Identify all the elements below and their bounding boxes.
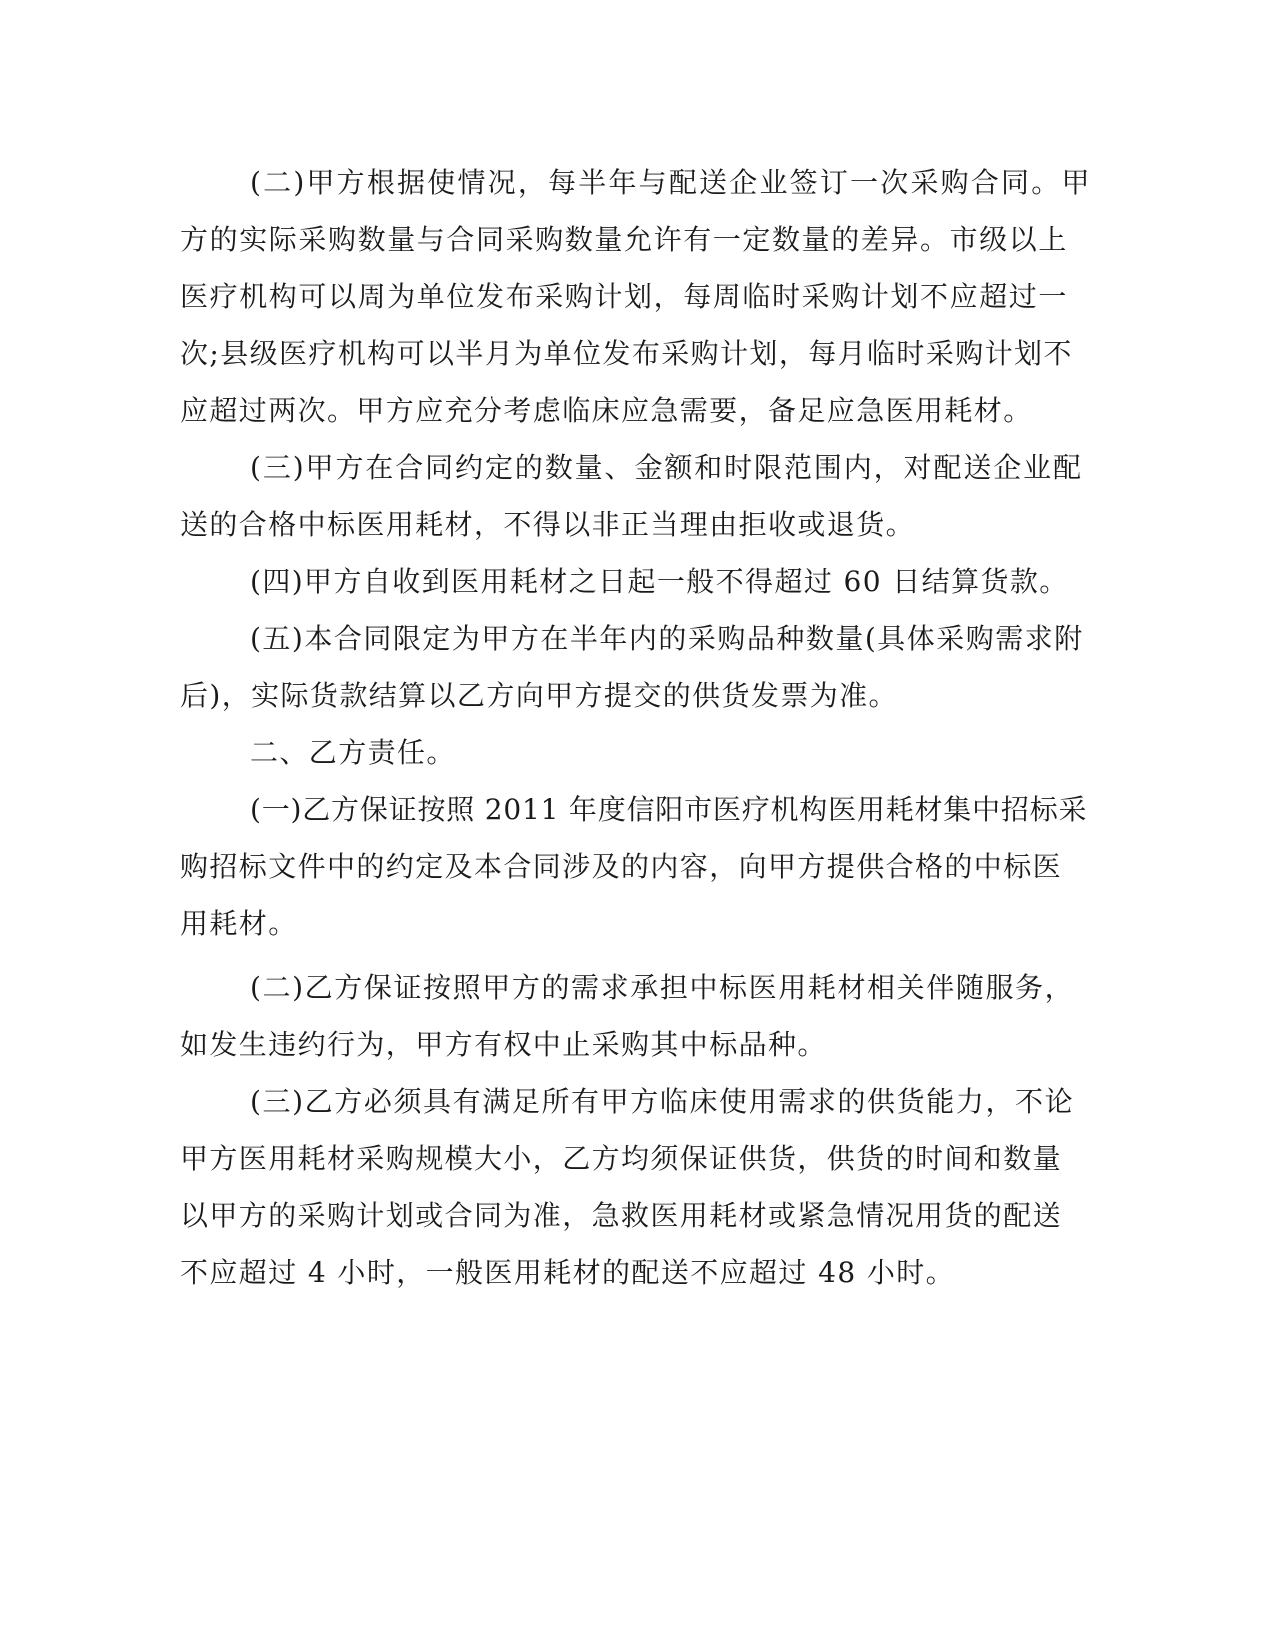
text-line: (一)乙方保证按照 2011 年度信阳市医疗机构医用耗材集中招标采 (250, 793, 1088, 826)
text-line: (四)甲方自收到医用耗材之日起一般不得超过 60 日结算货款。 (250, 565, 1069, 598)
text-line: (五)本合同限定为甲方在半年内的采购品种数量(具体采购需求附 (250, 622, 1084, 655)
text-line: (二)乙方保证按照甲方的需求承担中标医用耗材相关伴随服务， (250, 971, 1075, 1004)
text-line: 用耗材。 (180, 907, 298, 940)
text-line: (三)乙方必须具有满足所有甲方临床使用需求的供货能力，不论 (250, 1085, 1075, 1118)
text-line: (二)甲方根据使情况，每半年与配送企业签订一次采购合同。甲 (250, 166, 1092, 199)
text-line: 医疗机构可以周为单位发布采购计划，每周临时采购计划不应超过一 (180, 280, 1069, 313)
text-line: 方的实际采购数量与合同采购数量允许有一定数量的差异。市级以上 (180, 223, 1069, 256)
text-line: 送的合格中标医用耗材，不得以非正当理由拒收或退货。 (180, 508, 916, 541)
text-line: (三)甲方在合同约定的数量、金额和时限范围内，对配送企业配 (250, 451, 1083, 484)
text-line: 购招标文件中的约定及本合同涉及的内容，向甲方提供合格的中标医 (180, 850, 1063, 883)
text-line: 次;县级医疗机构可以半月为单位发布采购计划，每月临时采购计划不 (180, 337, 1073, 370)
text-line: 以甲方的采购计划或合同为准，急救医用耗材或紧急情况用货的配送 (180, 1199, 1063, 1232)
section-heading: 二、乙方责任。 (250, 736, 456, 769)
text-line: 甲方医用耗材采购规模大小，乙方均须保证供货，供货的时间和数量 (180, 1142, 1063, 1175)
text-line: 如发生违约行为，甲方有权中止采购其中标品种。 (180, 1028, 827, 1061)
text-line: 应超过两次。甲方应充分考虑临床应急需要，备足应急医用耗材。 (180, 394, 1033, 427)
text-line: 不应超过 4 小时，一般医用耗材的配送不应超过 48 小时。 (180, 1256, 956, 1289)
text-line: 后)，实际货款结算以乙方向甲方提交的供货发票为准。 (180, 679, 898, 712)
